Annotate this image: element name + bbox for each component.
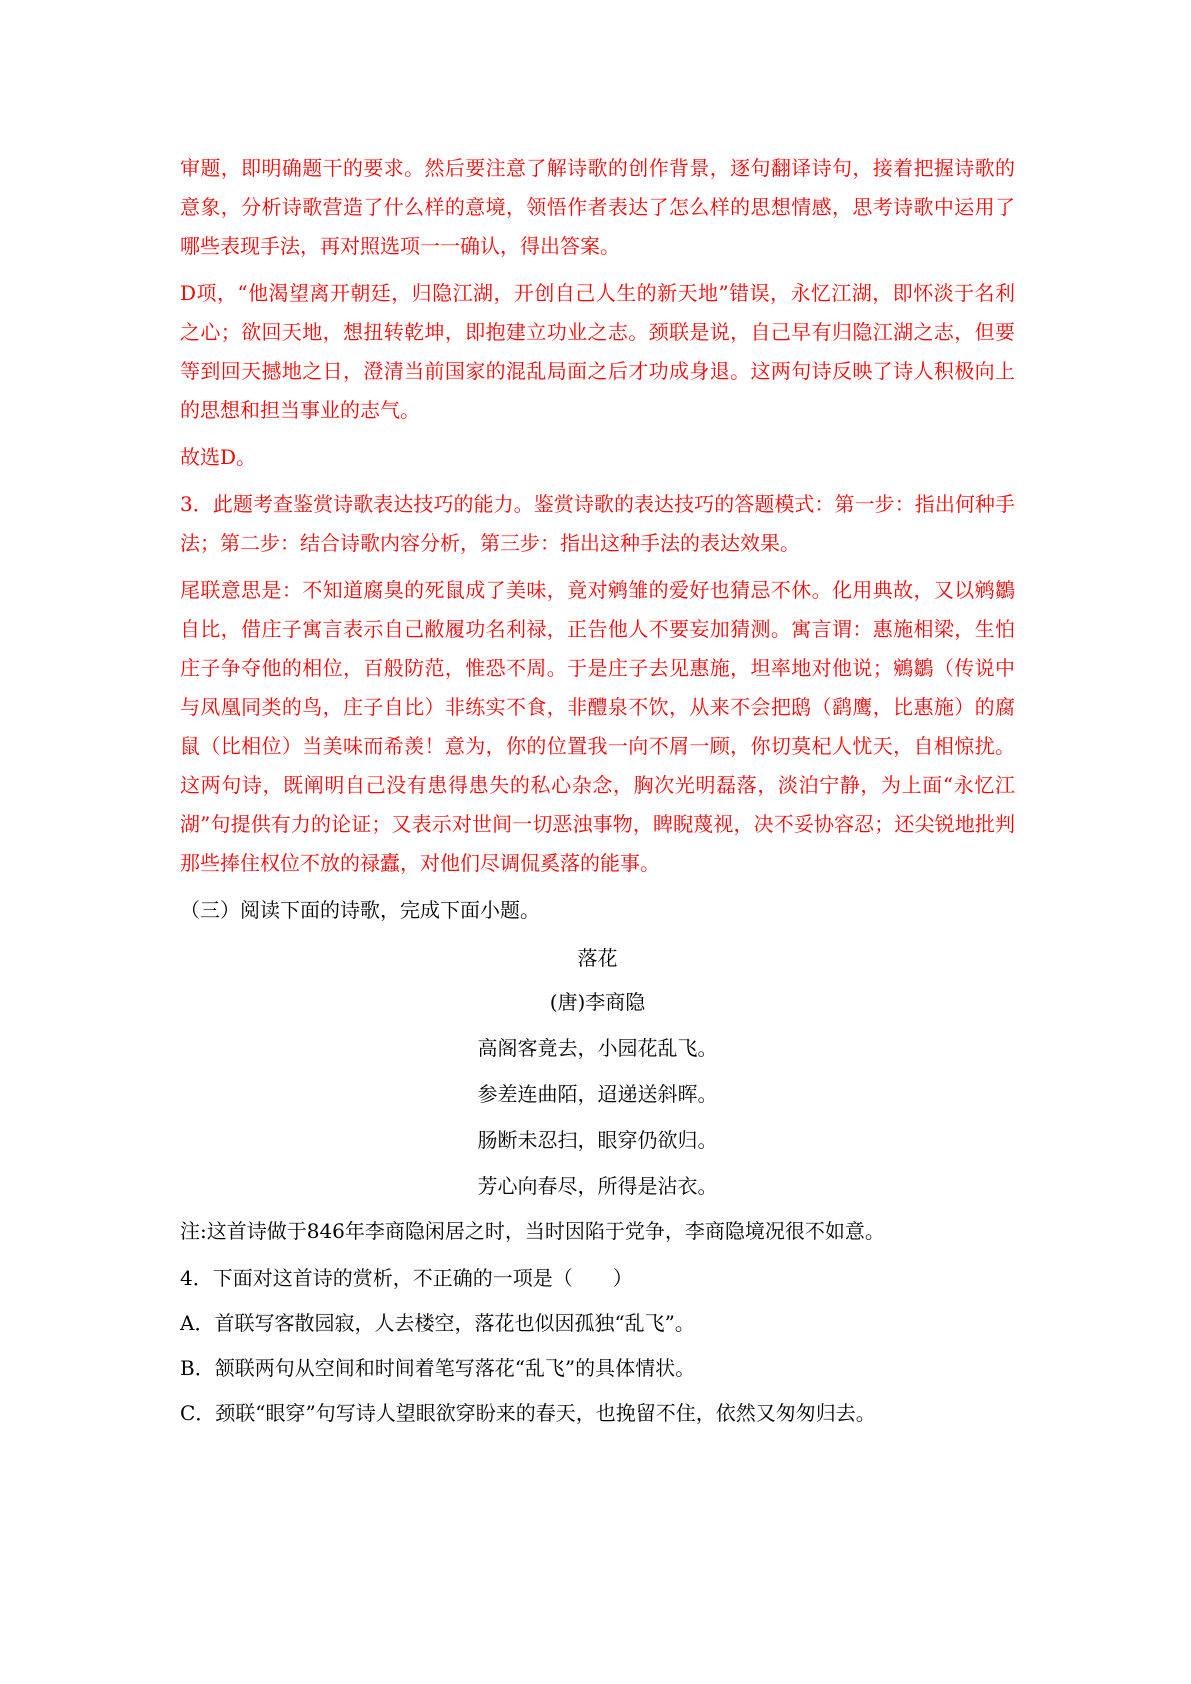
poem-line: 参差连曲陌，迢递送斜晖。 xyxy=(477,1082,718,1106)
question-option-c: C．颈联“眼穿”句写诗人望眼欲穿盼来的春天，也挽留不住，依然又匆匆归去。 xyxy=(180,1401,876,1425)
question-stem: 4．下面对这首诗的赏析，不正确的一项是（ ） xyxy=(180,1266,633,1290)
poem-title: 落花 xyxy=(577,946,618,970)
poem-line: 高阁客竟去，小园花乱飞。 xyxy=(477,1036,718,1060)
poem xyxy=(180,938,1015,1206)
section-heading: （三）阅读下面的诗歌，完成下面小题。 xyxy=(180,898,540,922)
question-option-b: B．颔联两句从空间和时间着笔写落花“乱飞”的具体情状。 xyxy=(180,1356,696,1380)
poem-line: 肠断未忍扫，眼穿仍欲归。 xyxy=(477,1128,718,1152)
poem-line: 芳心向春尽，所得是沾衣。 xyxy=(477,1174,718,1198)
page-content xyxy=(180,149,1015,1439)
analysis-paragraph-q3-method: 3．此题考查鉴赏诗歌表达技巧的能力。鉴赏诗歌的表达技巧的答题模式：第一步：指出何种手法；第二步：结合诗歌内容分析，第三步：指出这种手法的表达效果。 xyxy=(180,492,1015,555)
analysis-answer: 故选D。 xyxy=(180,445,257,469)
analysis-paragraph-q3-detail: 尾联意思是：不知道腐臭的死鼠成了美味，竟对鹓雏的爱好也猜忌不休。化用典故，又以鹓鶵自比，借庄子寓言表示自己敝履功名利禄，正告他人不要妄加猜测。寓言谓：惠施相梁，生怕庄子争夺他的相位，百般防范，惟恐不周。于是庄子去见惠施，坦率地对他说；鵷鶵（传说中与凤凰同类的鸟，庄子自比）非练实不食，非醴泉不饮，从来不会把鸱（鹞鹰，比惠施）的腐鼠（比相位）当美味而希羡！意为，你的位置我一向不屑一顾，你切莫杞人忧天，自相惊扰。这两句诗，既阐明自己没有患得患失的私心杂念，胸次光明磊落，淡泊宁静，为上面“永忆江湖”句提供有力的论证；又表示对世间一切恶浊事物，睥睨蔑视，决不妥协容忍；还尖锐地批判那些捧住权位不放的禄蠹，对他们尽调侃奚落的能事。 xyxy=(180,578,1015,875)
poem-author: (唐)李商隐 xyxy=(549,990,646,1014)
question-option-a: A．首联写客散园寂，人去楼空，落花也似因孤独“乱飞”。 xyxy=(180,1311,695,1335)
analysis-paragraph-option-d: D项，“他渴望离开朝廷，归隐江湖，开创自己人生的新天地”错误，永忆江湖，即怀淡于名利之心；欲回天地，想扭转乾坤，即抱建立功业之志。颈联是说，自己早有归隐江湖之志，但要等到回天撼地之日，澄清当前国家的混乱局面之后才功成身退。这两句诗反映了诗人积极向上的思想和担当事业的志气。 xyxy=(180,281,1015,422)
poem-note: 注:这首诗做于846年李商隐闲居之时，当时因陷于党争，李商隐境况很不如意。 xyxy=(180,1219,885,1243)
analysis-paragraph-approach: 审题，即明确题干的要求。然后要注意了解诗歌的创作背景，逐句翻译诗句，接着把握诗歌的意象，分析诗歌营造了什么样的意境，领悟作者表达了怎么样的思想情感，思考诗歌中运用了哪些表现手法，再对照选项一一确认，得出答案。 xyxy=(180,156,1015,258)
